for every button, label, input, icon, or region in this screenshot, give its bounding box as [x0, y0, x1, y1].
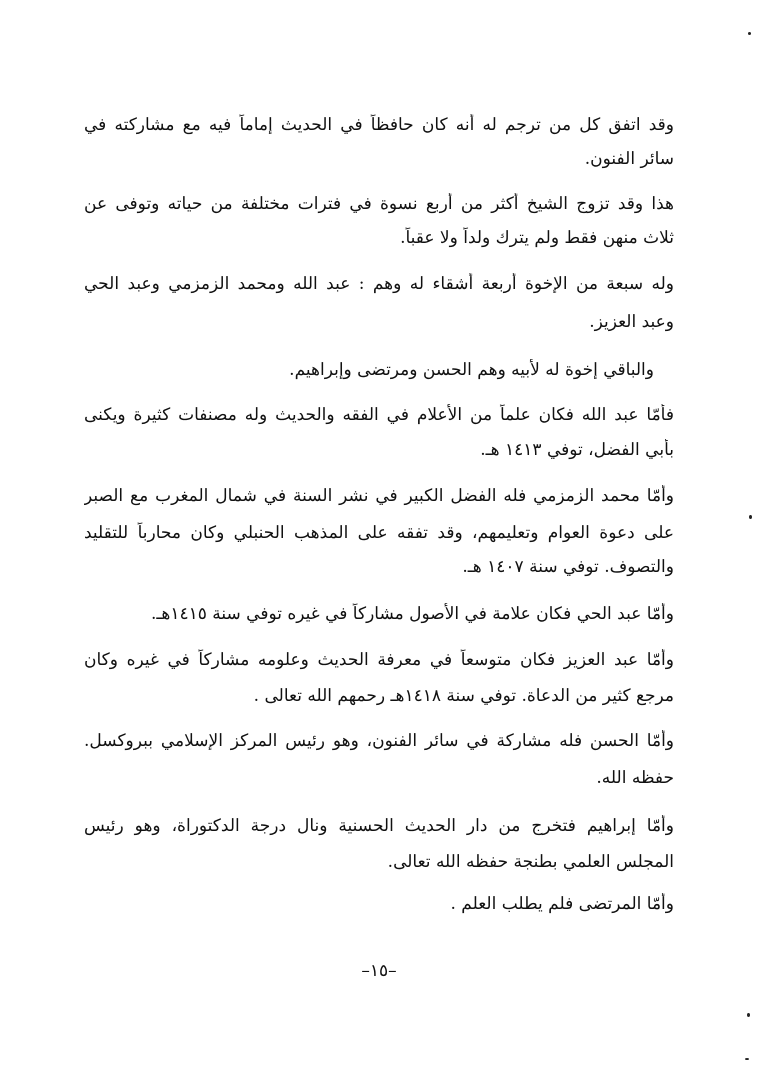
text-line: وعبد العزيز.	[589, 312, 674, 332]
text-line: على دعوة العوام وتعليمهم، وقد تفقه على المذهب الحنبلي وكان محارباً للتقليد	[84, 523, 674, 543]
page-number: –١٥–	[361, 961, 397, 981]
text-line: وله سبعة من الإخوة أربعة أشقاء له وهم : عبد الله ومحمد الزمزمي وعبد الحي	[84, 274, 674, 294]
scan-speck	[749, 515, 752, 519]
scan-speck	[748, 32, 751, 35]
scan-speck	[747, 1013, 750, 1017]
text-line: المجلس العلمي بطنجة حفظه الله تعالى.	[387, 852, 674, 872]
text-line: وأمّا عبد الحي فكان علامة في الأصول مشاركاً في غيره توفي سنة ١٤١٥هـ.	[150, 604, 674, 624]
text-line: والباقي إخوة له لأبيه وهم الحسن ومرتضى وإبراهيم.	[289, 360, 654, 380]
text-line: سائر الفنون.	[584, 149, 674, 169]
text-line: والتصوف. توفي سنة ١٤٠٧ هـ.	[462, 557, 674, 577]
text-line: وأمّا إبراهيم فتخرج من دار الحديث الحسنية ونال درجة الدكتوراة، وهو رئيس	[84, 816, 674, 836]
text-line: مرجع كثير من الدعاة. توفي سنة ١٤١٨هـ رحمهم الله تعالى .	[253, 686, 674, 706]
text-line: فأمّا عبد الله فكان علماً من الأعلام في الفقه والحديث وله مصنفات كثيرة ويكنى	[84, 405, 674, 425]
text-line: وأمّا المرتضى فلم يطلب العلم .	[450, 894, 674, 914]
text-line: بأبي الفضل، توفي ١٤١٣ هـ.	[480, 440, 674, 460]
text-line: هذا وقد تزوج الشيخ أكثر من أربع نسوة في فترات مختلفة من حياته وتوفى عن	[84, 194, 674, 214]
text-line: وقد اتفق كل من ترجم له أنه كان حافظاً في الحديث إماماً فيه مع مشاركته في	[84, 115, 674, 135]
text-line: وأمّا عبد العزيز فكان متوسعاً في معرفة الحديث وعلومه مشاركاً في غيره وكان	[84, 650, 674, 670]
text-line: ثلاث منهن فقط ولم يترك ولداً ولا عقباً.	[400, 228, 674, 248]
text-line: وأمّا محمد الزمزمي فله الفضل الكبير في نشر السنة في شمال المغرب مع الصبر	[84, 486, 674, 506]
text-line: حفظه الله.	[596, 768, 674, 788]
text-line: وأمّا الحسن فله مشاركة في سائر الفنون، وهو رئيس المركز الإسلامي ببروكسل.	[84, 731, 674, 751]
scan-speck	[745, 1058, 749, 1060]
